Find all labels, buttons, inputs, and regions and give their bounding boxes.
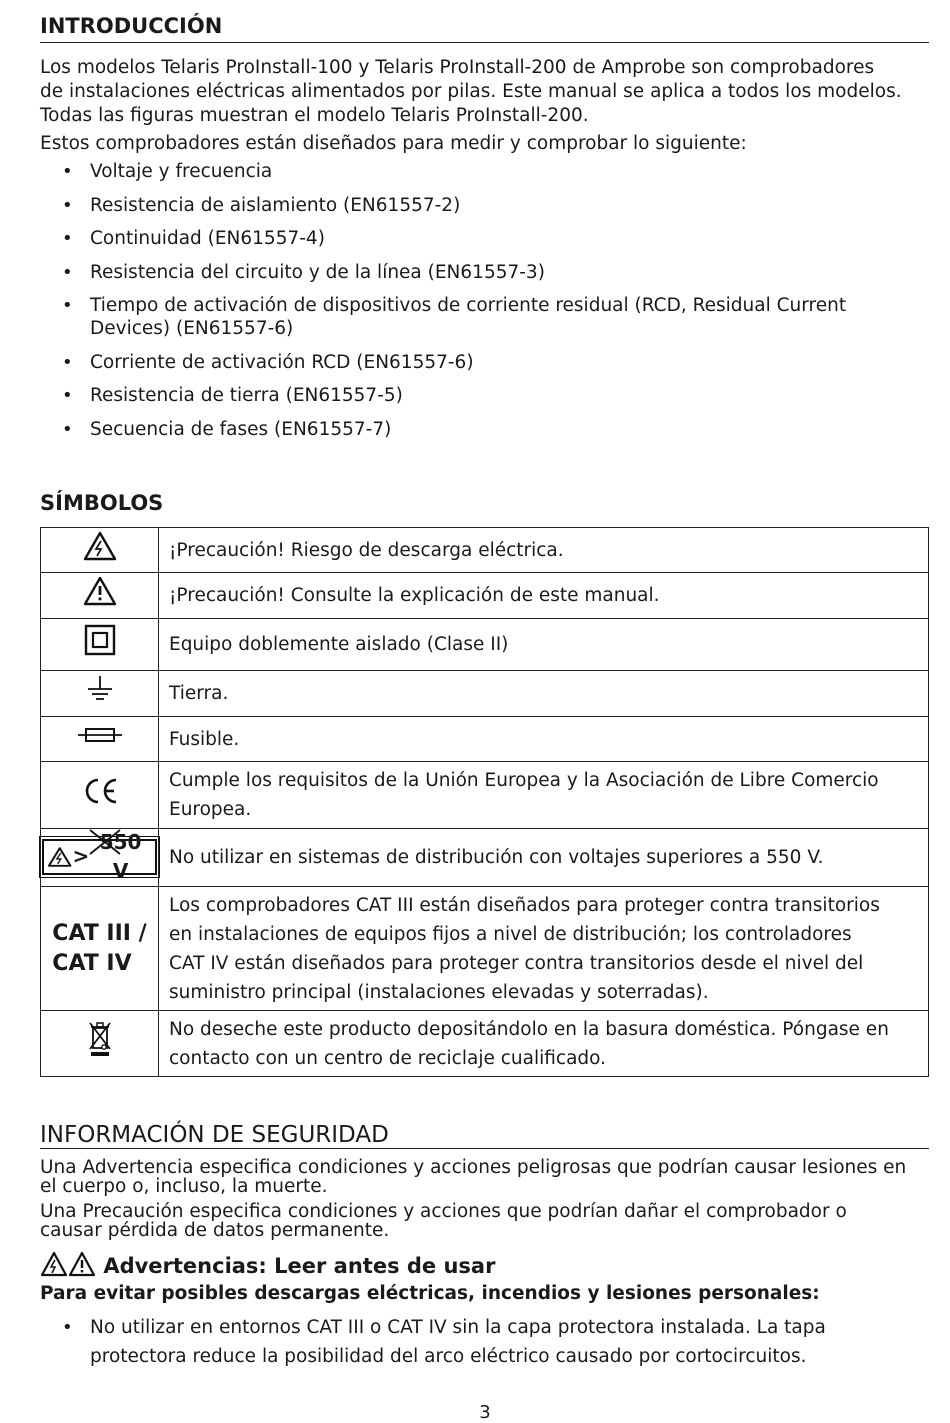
caution-icon (68, 1251, 96, 1277)
symbol-cell (41, 762, 159, 829)
symbol-description (159, 887, 929, 1011)
double-insulation-icon (84, 624, 116, 665)
capabilities-list (40, 160, 930, 441)
symbol-description-line: Fusible. (169, 728, 240, 750)
symbol-description-line: Tierra. (169, 683, 229, 704)
warnings-title (40, 1251, 495, 1278)
section-heading-introduccion: INTRODUCCIÓN (40, 14, 929, 43)
symbol-description-line: ¡Precaución! Riesgo de descarga eléctrica. (169, 539, 564, 561)
ce-mark-icon (80, 776, 120, 815)
bullet-icon: • (62, 418, 73, 440)
warning-line: el cuerpo o, incluso, la muerte. (40, 1176, 328, 1197)
symbol-description-line: Los comprobadores CAT III están diseñados para proteger contra transitorios (169, 894, 880, 916)
symbol-description (159, 528, 929, 573)
symbol-description (159, 671, 929, 717)
fuse-icon (77, 725, 123, 754)
symbol-description-line: contacto con un centro de reciclaje cualificado. (169, 1047, 607, 1069)
caution-definition (40, 1202, 930, 1240)
shock-hazard-icon (40, 1251, 68, 1277)
list-item (40, 294, 930, 340)
list-item-text: Resistencia del circuito y de la línea (EN61557-3) (90, 261, 545, 283)
symbol-row (41, 619, 929, 671)
symbol-cell (41, 829, 159, 887)
list-item (40, 351, 930, 374)
list-item-text: Devices) (EN61557-6) (90, 318, 294, 339)
warnings-title-text: Advertencias: Leer antes de usar (103, 1254, 496, 1278)
list-item (40, 227, 930, 250)
symbols-table (40, 527, 929, 1077)
warning-definition (40, 1158, 930, 1196)
symbol-description-line: No deseche este producto depositándolo en la basura doméstica. Póngase en (169, 1018, 889, 1040)
list-item-text: Resistencia de aislamiento (EN61557-2) (90, 194, 461, 216)
symbol-row (41, 1011, 929, 1077)
bullet-icon: • (62, 161, 73, 182)
intro-line: Los modelos Telaris ProInstall-100 y Telaris ProInstall-200 de Amprobe son comprobadores (40, 57, 875, 78)
cat-rating-label (52, 919, 146, 979)
symbol-row (41, 762, 929, 829)
list-item (40, 160, 930, 183)
page-number: 3 (479, 1402, 491, 1423)
list-item-text: Resistencia de tierra (EN61557-5) (90, 385, 403, 406)
warnings-subtitle: Para evitar posibles descargas eléctricas, incendios y lesiones personales: (40, 1283, 820, 1304)
list-item (40, 384, 930, 407)
symbol-description-line: suministro principal (instalaciones elevadas y soterradas). (169, 981, 709, 1003)
warning-line: Una Advertencia especifica condiciones y acciones peligrosas que podrían causar lesiones en (40, 1157, 907, 1178)
list-item-text: protectora reduce la posibilidad del arco eléctrico causado por cortocircuitos. (90, 1346, 807, 1367)
list-item (40, 194, 930, 217)
caution-icon (83, 576, 117, 615)
symbol-row (41, 887, 929, 1011)
list-item (40, 1313, 930, 1371)
intro-line: de instalaciones eléctricas alimentados por pilas. Este manual se aplica a todos los modelos. (40, 81, 902, 102)
symbol-row (41, 671, 929, 717)
intro-paragraph (40, 56, 930, 128)
symbol-description (159, 829, 929, 887)
list-item (40, 418, 930, 441)
symbol-cell (41, 887, 159, 1011)
list-item-text: Secuencia de fases (EN61557-7) (90, 418, 392, 440)
section-heading-simbolos: SÍMBOLOS (40, 491, 164, 515)
symbol-description (159, 619, 929, 671)
symbol-cell (41, 717, 159, 762)
symbol-cell (41, 573, 159, 619)
ground-icon (86, 675, 114, 712)
list-item-text: No utilizar en entornos CAT III o CAT IV sin la capa protectora instalada. La tapa (90, 1317, 826, 1338)
section-heading-seguridad: INFORMACIÓN DE SEGURIDAD (40, 1122, 929, 1149)
symbol-cell (41, 671, 159, 717)
bullet-icon: • (62, 385, 73, 406)
symbol-description-line: CAT IV están diseñados para proteger contra transitorios desde el nivel del (169, 952, 864, 974)
symbol-description-line: ¡Precaución! Consulte la explicación de este manual. (169, 585, 660, 606)
symbol-cell (41, 528, 159, 573)
warnings-list (40, 1313, 930, 1371)
bullet-icon: • (62, 351, 73, 373)
symbol-cell (41, 1011, 159, 1077)
bullet-icon: • (62, 228, 73, 249)
weee-bin-icon (87, 1020, 113, 1067)
symbol-description (159, 717, 929, 762)
symbol-description-line: Europea. (169, 799, 252, 820)
max-voltage-label: 550 V (89, 828, 152, 886)
symbol-row (41, 528, 929, 573)
symbol-cell (41, 619, 159, 671)
list-item-text: Continuidad (EN61557-4) (90, 228, 325, 249)
bullet-icon: • (62, 194, 73, 216)
max-voltage-icon: > 550 V (42, 839, 157, 875)
symbol-description (159, 1011, 929, 1077)
symbol-description-line: Equipo doblemente aislado (Clase II) (169, 634, 509, 655)
list-item-text: Tiempo de activación de dispositivos de corriente residual (RCD, Residual Current (90, 295, 847, 316)
list-item (40, 261, 930, 284)
bullet-icon: • (62, 295, 73, 316)
shock-hazard-icon (47, 846, 72, 868)
symbol-row (41, 573, 929, 619)
bullet-icon: • (62, 1317, 73, 1338)
intro-line: Todas las figuras muestran el modelo Telaris ProInstall-200. (40, 105, 589, 126)
caution-line: Una Precaución especifica condiciones y acciones que podrían dañar el comprobador o (40, 1201, 847, 1222)
caution-line: causar pérdida de datos permanente. (40, 1220, 390, 1241)
symbol-row (41, 829, 929, 887)
symbol-description-line: en instalaciones de equipos fijos a nivel de distribución; los controladores (169, 923, 852, 945)
list-item-text: Voltaje y frecuencia (90, 161, 273, 182)
symbol-description (159, 573, 929, 619)
shock-hazard-icon (83, 531, 117, 570)
bullet-icon: • (62, 261, 73, 283)
symbol-description (159, 762, 929, 829)
cat-rating-line: CAT IV (52, 950, 132, 976)
symbol-description-line: No utilizar en sistemas de distribución con voltajes superiores a 550 V. (169, 847, 824, 868)
cat-rating-line: CAT III / (52, 920, 147, 946)
list-item-text: Corriente de activación RCD (EN61557-6) (90, 351, 474, 373)
symbol-row (41, 717, 929, 762)
intro-lead: Estos comprobadores están diseñados para medir y comprobar lo siguiente: (40, 133, 747, 154)
symbol-description-line: Cumple los requisitos de la Unión Europea y la Asociación de Libre Comercio (169, 770, 879, 791)
